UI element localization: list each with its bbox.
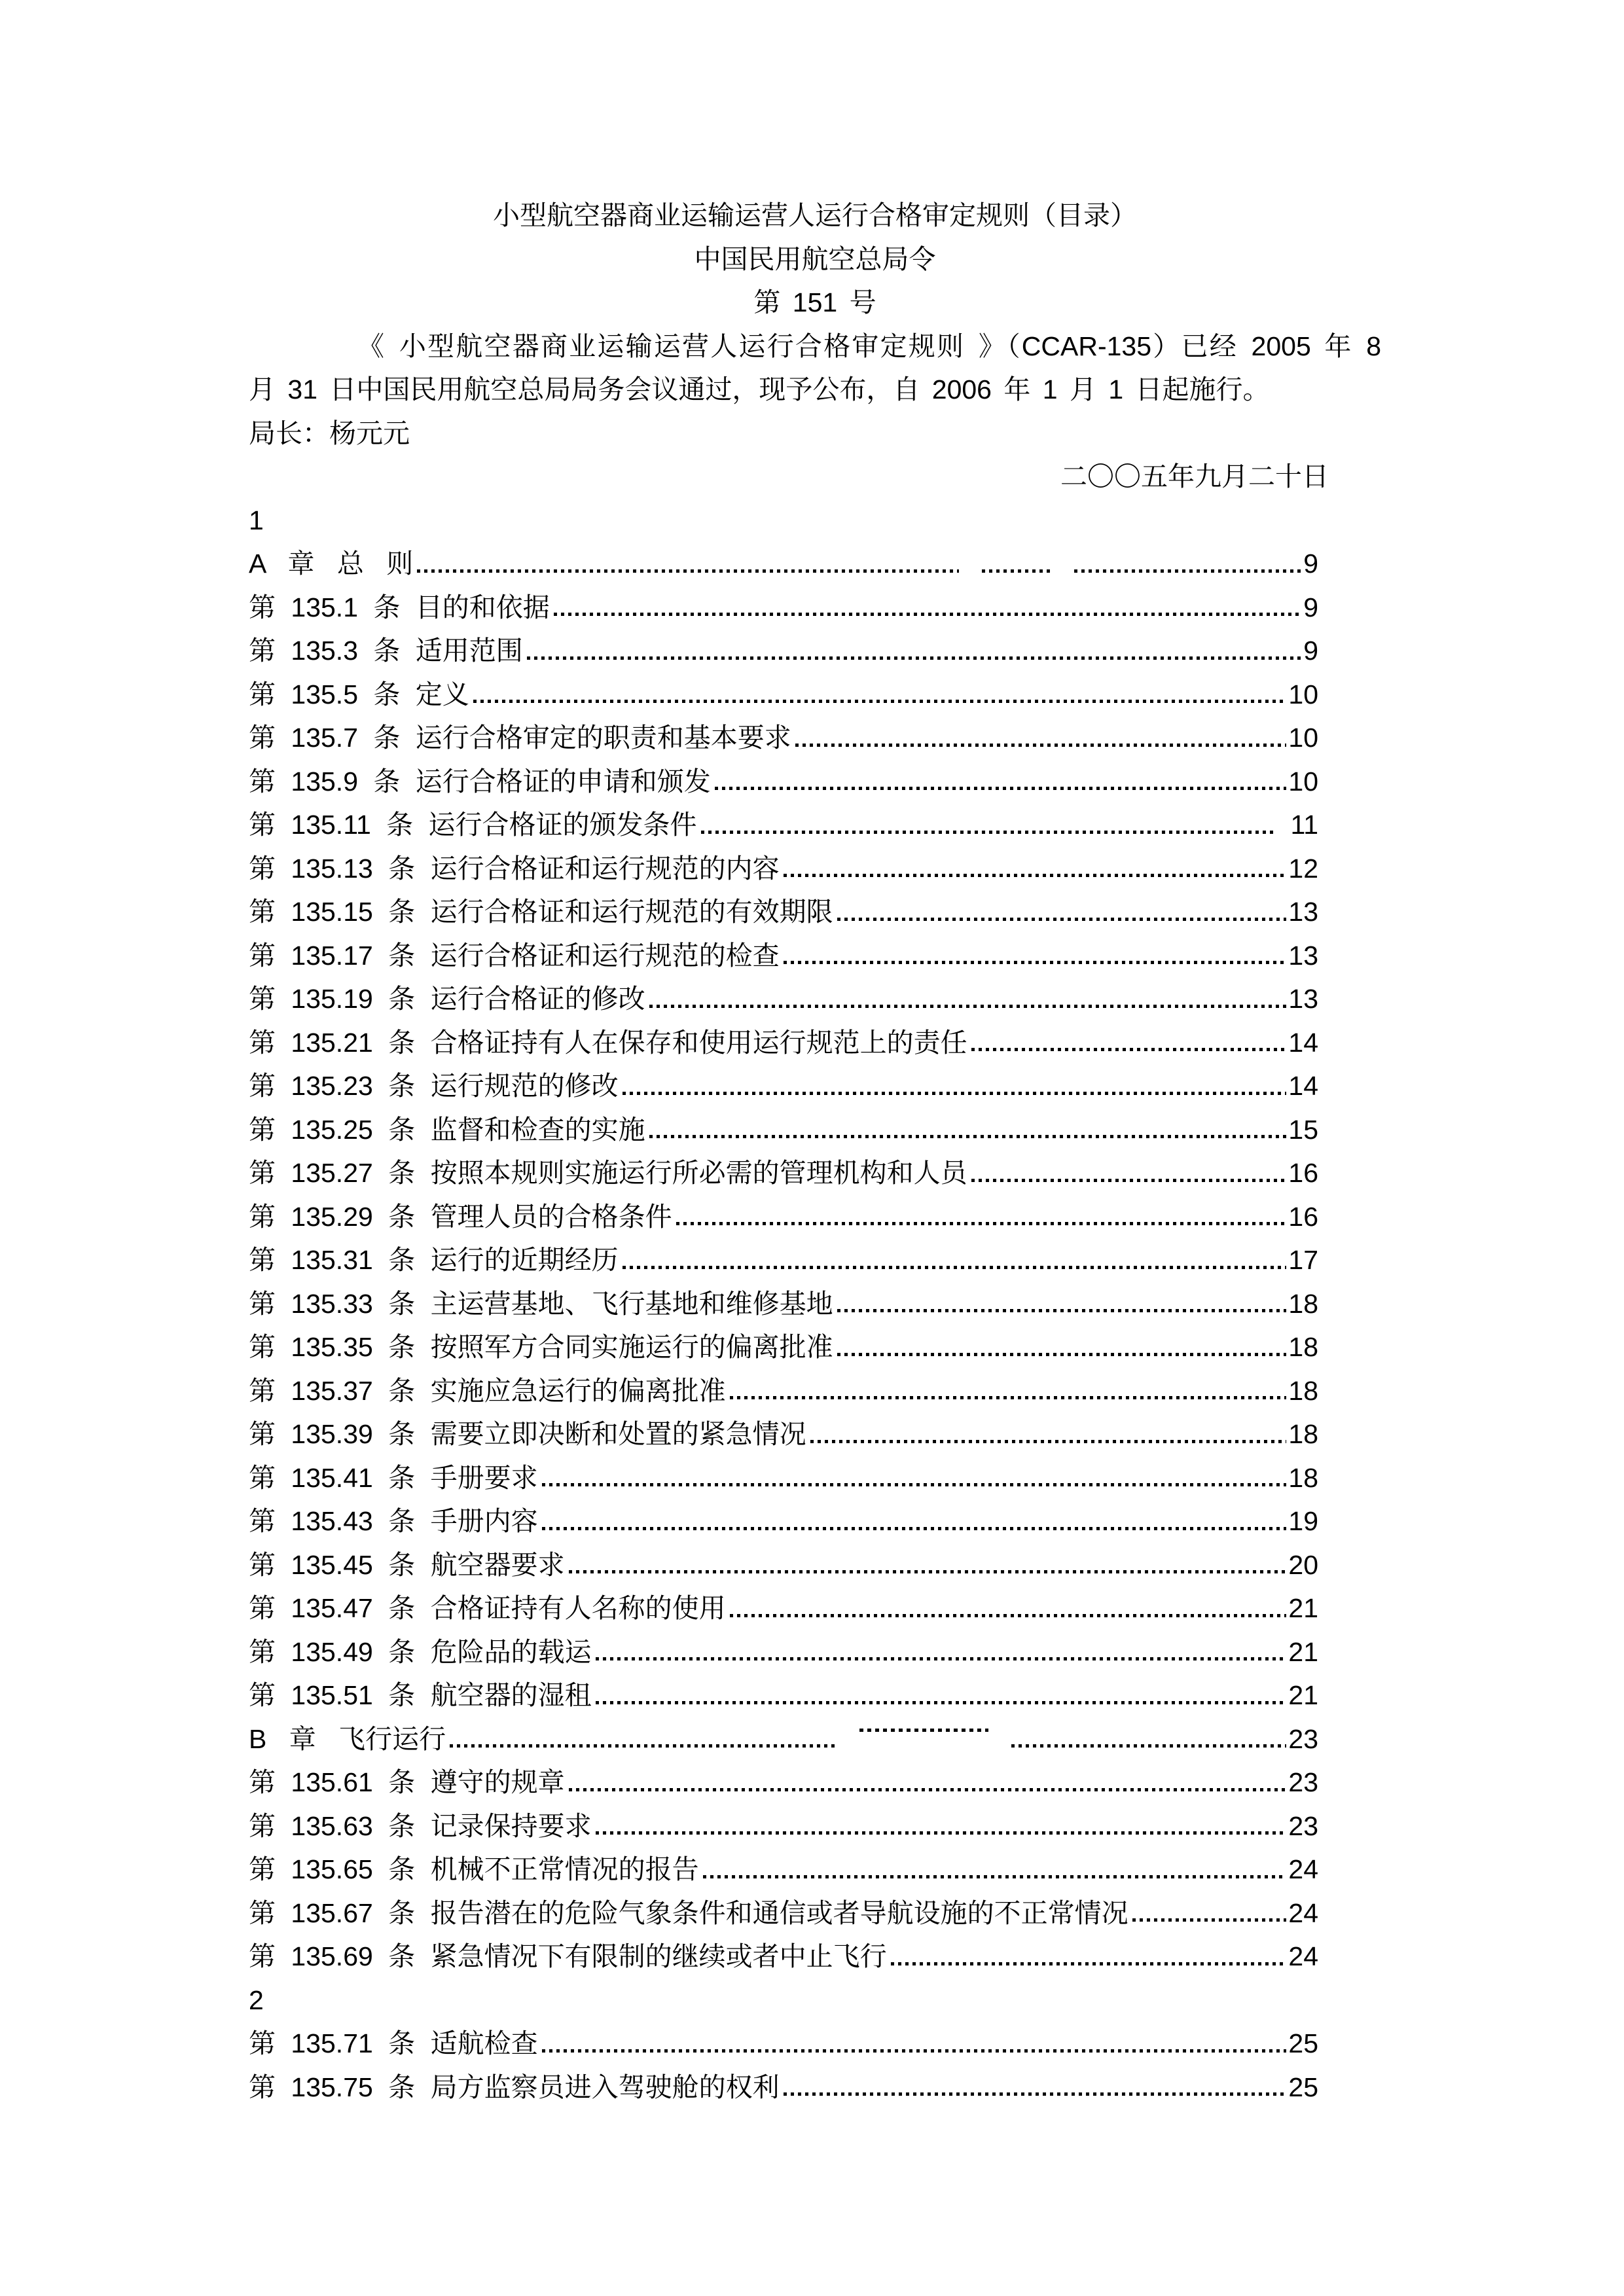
toc-entry (249, 1630, 1381, 1674)
dot-leader (542, 1483, 1287, 1486)
page-marker-1: 1 (249, 505, 264, 535)
toc-page-number: 16 (1288, 1201, 1318, 1232)
dot-leader (703, 1875, 1287, 1878)
toc-page-number: 13 (1288, 984, 1318, 1014)
dot-leader (1132, 1918, 1287, 1922)
toc-page-number: 17 (1288, 1245, 1318, 1275)
toc-page-number: 19 (1288, 1506, 1318, 1536)
dot-leader (784, 874, 1287, 877)
toc-entry-label: 第 135.21 条 合格证持有人在保存和使用运行规范上的责任 (249, 1027, 967, 1058)
toc-entry (249, 1064, 1381, 1108)
toc-entry (249, 673, 1381, 717)
dot-leader (971, 1179, 1287, 1182)
toc-page-number: 24 (1288, 1941, 1318, 1971)
toc-entry-label: 第 135.29 条 管理人员的合格条件 (249, 1201, 672, 1232)
toc-page-number: 14 (1288, 1071, 1318, 1101)
dot-leader (596, 1701, 1287, 1704)
toc-entry-label: 第 135.3 条 适用范围 (249, 636, 523, 666)
preamble-line-2: 月 31 日中国民用航空总局局务会议通过，现予公布，自 2006 年 1 月 1 日起施行。 (249, 374, 1270, 404)
dot-leader (649, 1005, 1287, 1008)
toc-page-number: 18 (1288, 1288, 1318, 1319)
dot-leader (649, 1135, 1287, 1138)
toc-page-number: 21 (1288, 1680, 1318, 1710)
dot-leader (730, 1396, 1287, 1399)
toc-chapter-row (249, 542, 1381, 586)
toc-entry-label: 第 135.11 条 运行合格证的颁发条件 (249, 810, 697, 840)
toc-entry-label: 第 135.67 条 报告潜在的危险气象条件和通信或者导航设施的不正常情况 (249, 1897, 1128, 1928)
document-page (249, 194, 1381, 2109)
dot-leader (417, 569, 958, 573)
toc-chapter-row (249, 1717, 1381, 1761)
toc-entry-label: 第 135.63 条 记录保持要求 (249, 1810, 592, 1841)
toc-entry (249, 2066, 1381, 2109)
dot-leader (1011, 1744, 1286, 1748)
toc-entry (249, 1456, 1381, 1500)
toc-page-number: 9 (1303, 636, 1318, 666)
toc-entry (249, 1935, 1381, 1979)
toc-entry (249, 1543, 1381, 1587)
toc-entry (249, 977, 1381, 1021)
toc-entry-label: 第 135.25 条 监督和检查的实施 (249, 1114, 645, 1145)
toc-entry (249, 760, 1381, 804)
order-number: 第 151 号 (753, 287, 876, 317)
toc-page-number: 10 (1288, 766, 1318, 797)
toc-entry (249, 716, 1381, 760)
toc-entry-label: B 章 飞行运行 (249, 1723, 446, 1754)
toc-page-number: 18 (1288, 1375, 1318, 1406)
toc-page-number: 21 (1288, 1593, 1318, 1623)
dot-leader (623, 1266, 1287, 1269)
dot-leader (542, 2049, 1287, 2053)
toc-page-number: 10 (1288, 679, 1318, 709)
toc-page-number: 18 (1288, 1332, 1318, 1362)
toc-page-number: 23 (1288, 1767, 1318, 1797)
dot-leader (795, 744, 1287, 747)
toc-page-number: 18 (1288, 1462, 1318, 1493)
signer-line: 局长：杨元元 (249, 418, 410, 448)
page-marker-2: 2 (249, 1984, 264, 2015)
toc-entry (249, 1892, 1381, 1935)
toc-entry (249, 1369, 1381, 1413)
toc-page-number: 13 (1288, 940, 1318, 971)
toc-entry (249, 1804, 1381, 1848)
dot-leader (982, 569, 1052, 573)
toc-page-number: 18 (1288, 1419, 1318, 1449)
toc-page-number: 10 (1288, 723, 1318, 753)
dot-leader (676, 1222, 1287, 1225)
toc-entry-label: 第 135.65 条 机械不正常情况的报告 (249, 1854, 699, 1884)
toc-entry-label: 第 135.75 条 局方监察员进入驾驶舱的权利 (249, 2072, 780, 2102)
toc-page-number: 9 (1303, 592, 1318, 622)
toc-entry-label: 第 135.1 条 目的和依据 (249, 592, 550, 622)
toc-entry (249, 2022, 1381, 2066)
toc-page-number: 24 (1288, 1897, 1318, 1928)
toc-page-number: 24 (1288, 1854, 1318, 1884)
toc-entry-label: 第 135.13 条 运行合格证和运行规范的内容 (249, 853, 780, 884)
toc-entry-label: 第 135.7 条 运行合格审定的职责和基本要求 (249, 723, 791, 753)
toc-entry-label: 第 135.49 条 危险品的载运 (249, 1636, 592, 1667)
toc-entry (249, 934, 1381, 978)
dot-leader (596, 1657, 1287, 1660)
toc-entry-label: 第 135.61 条 遵守的规章 (249, 1767, 565, 1797)
toc-entry (249, 1412, 1381, 1456)
toc-page-number: 15 (1288, 1114, 1318, 1145)
toc-page-number: 23 (1288, 1810, 1318, 1841)
dot-leader (596, 1831, 1287, 1835)
leader-gap (990, 1760, 1007, 1761)
dot-leader (730, 1614, 1287, 1617)
toc-entry (249, 586, 1381, 630)
toc-entry (249, 1238, 1381, 1282)
dot-leader (527, 656, 1301, 660)
toc-entry-label: 第 135.47 条 合格证持有人名称的使用 (249, 1593, 726, 1623)
toc-entry-label: 第 135.19 条 运行合格证的修改 (249, 984, 645, 1014)
toc-entry-label: A 章 总 则 (249, 548, 414, 579)
toc-entry (249, 1151, 1381, 1195)
toc-entry (249, 1108, 1381, 1152)
toc-entry-label: 第 135.17 条 运行合格证和运行规范的检查 (249, 940, 780, 971)
toc-entry-label: 第 135.43 条 手册内容 (249, 1506, 538, 1536)
dot-leader (701, 831, 1277, 834)
dot-leader (891, 1962, 1287, 1965)
dot-leader (837, 1309, 1287, 1312)
dot-leader (1074, 569, 1301, 573)
toc-page-number: 25 (1288, 2072, 1318, 2102)
dot-leader (623, 1092, 1287, 1095)
toc-entry-label: 第 135.33 条 主运营基地、飞行基地和维修基地 (249, 1288, 833, 1319)
toc-entry-label: 第 135.27 条 按照本规则实施运行所必需的管理机构和人员 (249, 1158, 967, 1188)
toc-entry (249, 847, 1381, 891)
toc-entry (249, 1021, 1381, 1065)
toc-entry-label: 第 135.23 条 运行规范的修改 (249, 1071, 619, 1101)
toc-page-number: 20 (1288, 1549, 1318, 1580)
leader-gap (1053, 585, 1070, 586)
toc-page-number: 23 (1288, 1723, 1318, 1754)
dot-leader (715, 787, 1287, 790)
toc-page-number: 11 (1278, 810, 1318, 840)
toc-entry (249, 1761, 1381, 1804)
dot-leader (810, 1440, 1287, 1443)
toc-entry (249, 1282, 1381, 1326)
toc-entry-label: 第 135.69 条 紧急情况下有限制的继续或者中止飞行 (249, 1941, 887, 1971)
toc-entry (249, 890, 1381, 934)
preamble-line-1: 《 小型航空器商业运输运营人运行合格审定规则 》（CCAR-135）已经 2005 年 8 (357, 331, 1381, 361)
leader-gap (839, 1760, 856, 1761)
toc-entry-label: 第 135.45 条 航空器要求 (249, 1549, 565, 1580)
dot-leader (784, 961, 1287, 964)
toc-entry-label: 第 135.15 条 运行合格证和运行规范的有效期限 (249, 897, 833, 927)
leader-gap (961, 585, 978, 586)
toc-page-number: 14 (1288, 1027, 1318, 1058)
issuer-title: 中国民用航空总局令 (694, 243, 936, 274)
toc-entry (249, 1499, 1381, 1543)
dot-leader (554, 613, 1301, 616)
toc-entry (249, 803, 1381, 847)
toc-entry-label: 第 135.31 条 运行的近期经历 (249, 1245, 619, 1275)
date-line: 二〇〇五年九月二十日 (1060, 461, 1329, 492)
dot-leader (569, 1788, 1287, 1791)
toc-entry (249, 1325, 1381, 1369)
doc-title: 小型航空器商业运输运营人运行合格审定规则（目录） (493, 200, 1137, 230)
raised-dot-leader (859, 1729, 988, 1732)
toc-entry-label: 第 135.71 条 适航检查 (249, 2028, 538, 2058)
toc-page-number: 16 (1288, 1158, 1318, 1188)
toc-entry-label: 第 135.51 条 航空器的湿租 (249, 1680, 592, 1710)
toc-entry-label: 第 135.5 条 定义 (249, 679, 469, 709)
dot-leader (569, 1570, 1287, 1573)
toc-entry (249, 1195, 1381, 1239)
dot-leader (473, 700, 1287, 703)
toc-page-number: 9 (1303, 548, 1319, 579)
dot-leader (542, 1527, 1287, 1530)
toc-page-number: 21 (1288, 1636, 1318, 1667)
toc-entry (249, 1848, 1381, 1892)
toc-entry-label: 第 135.41 条 手册要求 (249, 1462, 538, 1493)
toc-entry-label: 第 135.35 条 按照军方合同实施运行的偏离批准 (249, 1332, 833, 1362)
toc-page-number: 13 (1288, 897, 1318, 927)
toc-entry (249, 1674, 1381, 1717)
toc-entry-label: 第 135.37 条 实施应急运行的偏离批准 (249, 1375, 726, 1406)
dot-leader (971, 1048, 1287, 1051)
toc-entry (249, 629, 1381, 673)
dot-leader (784, 2092, 1287, 2096)
dot-leader (450, 1744, 837, 1748)
toc-page-number: 25 (1288, 2028, 1318, 2058)
toc-entry-label: 第 135.39 条 需要立即决断和处置的紧急情况 (249, 1419, 806, 1449)
toc-page-number: 12 (1288, 853, 1318, 884)
dot-leader (837, 918, 1287, 921)
dot-leader (837, 1353, 1287, 1356)
toc-entry-label: 第 135.9 条 运行合格证的申请和颁发 (249, 766, 711, 797)
toc-entry (249, 1587, 1381, 1630)
